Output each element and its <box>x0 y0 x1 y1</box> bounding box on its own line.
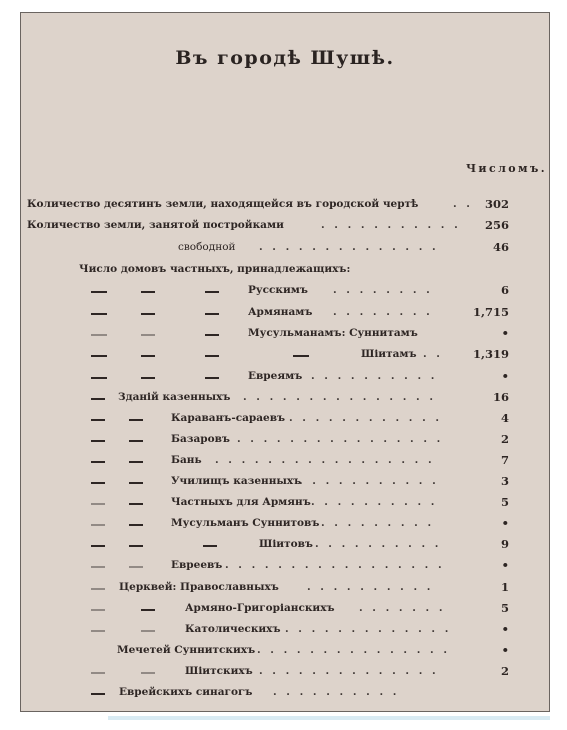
leader-dots: . . <box>453 198 473 210</box>
column-header: Числомъ. <box>465 162 547 175</box>
leader-dots: . . . . . . . . . . . <box>321 219 461 231</box>
ditto-dash <box>129 482 143 484</box>
table-row <box>21 409 549 429</box>
ditto-dash <box>91 482 105 484</box>
row-label: Количество земли, занятой постройками <box>27 219 284 231</box>
table-row <box>21 367 549 387</box>
leader-dots: . . . . . . . . . . <box>315 538 442 550</box>
row-label: Зданій казенныхъ <box>118 391 231 403</box>
row-value: 2 <box>500 664 509 678</box>
row-label: Мечетей Суннитскихъ <box>117 644 256 656</box>
table-row <box>21 195 549 215</box>
ditto-dash <box>91 461 105 463</box>
row-value: • <box>501 622 509 636</box>
ditto-dash <box>141 291 155 293</box>
ditto-dash <box>91 355 107 357</box>
row-label: Число домовъ частныхъ, принадлежащихъ: <box>79 263 351 275</box>
table-row <box>21 238 549 258</box>
row-value: 1 <box>500 580 509 594</box>
table-row <box>21 599 549 619</box>
ditto-dash <box>141 377 155 379</box>
table-row <box>21 578 549 598</box>
ditto-dash <box>141 355 155 357</box>
row-label: Мусульманамъ: Суннитамъ <box>248 327 418 339</box>
table-row <box>21 451 549 471</box>
row-value: 46 <box>492 240 509 254</box>
ditto-dash <box>91 377 107 379</box>
ditto-dash <box>91 630 105 632</box>
ditto-dash <box>91 440 105 442</box>
table-row <box>21 535 549 555</box>
table-row <box>21 388 549 408</box>
leader-dots: . . . . . . . . . . . . . . . <box>257 644 451 656</box>
row-label: свободной <box>178 241 236 253</box>
table-row <box>21 493 549 513</box>
row-value: 16 <box>492 390 509 404</box>
ditto-dash <box>129 461 143 463</box>
row-value: 302 <box>484 197 509 211</box>
leader-dots: . . . . . . . . . . . . . . <box>259 241 439 253</box>
ditto-dash <box>91 313 107 315</box>
document-page <box>20 12 550 712</box>
ditto-dash <box>141 313 155 315</box>
row-value: 3 <box>500 474 509 488</box>
table-row <box>21 260 549 280</box>
page-title: Въ городѣ Шушѣ. <box>175 47 395 69</box>
ditto-dash <box>91 693 105 695</box>
row-label: Караванъ-сараевъ <box>171 412 286 424</box>
ditto-dash <box>129 503 143 505</box>
row-value: 6 <box>500 283 509 297</box>
row-label: Бань <box>171 454 202 466</box>
row-label: Шіитамъ <box>361 348 417 360</box>
row-label: Евреевъ <box>171 559 223 571</box>
row-value: 256 <box>484 218 509 232</box>
table-row <box>21 620 549 640</box>
table-row <box>21 472 549 492</box>
table-row <box>21 303 549 323</box>
table-row <box>21 324 549 344</box>
row-value: 5 <box>500 601 509 615</box>
row-value: • <box>501 643 509 657</box>
ditto-dash <box>91 545 105 547</box>
row-value: 2 <box>500 432 509 446</box>
table-row <box>21 662 549 682</box>
ditto-dash <box>91 588 105 590</box>
ditto-dash <box>205 377 219 379</box>
ditto-dash <box>91 503 105 505</box>
ditto-dash <box>91 334 107 336</box>
table-row <box>21 216 549 236</box>
ditto-dash <box>205 313 219 315</box>
leader-dots: . . . . . . . . . . . . . . . . . <box>215 454 435 466</box>
leader-dots: . . . . . . . . . . <box>311 496 438 508</box>
row-value: • <box>501 558 509 572</box>
leader-dots: . . . . . . . . <box>333 284 433 296</box>
ditto-dash <box>91 398 105 400</box>
leader-dots: . . . . . . . . . . . . . . . . . <box>225 559 445 571</box>
table-row <box>21 345 549 365</box>
ditto-dash <box>129 545 143 547</box>
ditto-dash <box>205 334 219 336</box>
row-label: Училищъ казенныхъ <box>171 475 302 487</box>
row-label: Церквей: Православныхъ <box>119 581 279 593</box>
leader-dots: . . . . . . . . . . <box>311 370 438 382</box>
row-label: Католическихъ <box>185 623 281 635</box>
table-row <box>21 430 549 450</box>
leader-dots: . . . . . . . . . . . . <box>289 412 443 424</box>
row-label: Евреямъ <box>248 370 303 382</box>
row-label: Частныхъ для Армянъ <box>171 496 311 508</box>
ditto-dash <box>205 355 219 357</box>
ditto-dash <box>91 672 105 674</box>
table-row <box>21 556 549 576</box>
row-value: 4 <box>500 411 509 425</box>
leader-dots: . . . . . . . . . . . . . . . . <box>237 433 444 445</box>
bottom-strip <box>108 716 550 720</box>
row-label: Армяно-Григоріанскихъ <box>185 602 335 614</box>
ditto-dash <box>91 566 105 568</box>
row-value: 1,319 <box>472 347 509 361</box>
leader-dots: . . . . . . . . <box>333 306 433 318</box>
row-label: Армянамъ <box>248 306 313 318</box>
ditto-dash <box>141 630 155 632</box>
row-value: 9 <box>500 537 509 551</box>
leader-dots: . . . . . . . . . . . . . <box>285 623 452 635</box>
leader-dots: . . . . . . . . . . . <box>299 475 439 487</box>
table-row <box>21 514 549 534</box>
ditto-dash <box>205 291 219 293</box>
table-row <box>21 641 549 661</box>
row-label: Еврейскихъ синагогъ <box>119 686 253 698</box>
ditto-dash <box>91 419 105 421</box>
ditto-dash <box>129 524 143 526</box>
leader-dots: . . . . . . . . . . <box>307 581 434 593</box>
ditto-dash <box>129 566 143 568</box>
ditto-dash <box>91 291 107 293</box>
row-label: Мусульманъ Суннитовъ <box>171 517 320 529</box>
table-row <box>21 683 549 703</box>
ditto-dash <box>141 609 155 611</box>
ditto-dash <box>91 524 105 526</box>
row-value: 1,715 <box>472 305 509 319</box>
row-label: Шіитовъ <box>259 538 313 550</box>
ditto-dash <box>141 672 155 674</box>
ditto-dash <box>91 609 105 611</box>
leader-dots: . . . . . . . . . . . . . . . <box>243 391 437 403</box>
row-value: 7 <box>500 453 509 467</box>
row-value: • <box>501 369 509 383</box>
ditto-dash <box>129 440 143 442</box>
leader-dots: . . . . . . . . . . <box>273 686 400 698</box>
table-row <box>21 281 549 301</box>
leader-dots: . . . . . . . <box>359 602 446 614</box>
ditto-dash <box>293 355 309 357</box>
leader-dots: . . . . . . . . . <box>321 517 435 529</box>
leader-dots: . . . . . . . . . . . . . . <box>259 665 439 677</box>
row-value: • <box>501 326 509 340</box>
ditto-dash <box>141 334 155 336</box>
row-label: Шіитскихъ <box>185 665 253 677</box>
leader-dots: . . <box>423 348 443 360</box>
row-label: Базаровъ <box>171 433 230 445</box>
row-label: Количество десятинъ земли, находящейся въ городской чертѣ <box>27 198 419 210</box>
row-label: Русскимъ <box>248 284 308 296</box>
ditto-dash <box>129 419 143 421</box>
ditto-dash <box>203 545 217 547</box>
row-value: 5 <box>500 495 509 509</box>
row-value: • <box>501 516 509 530</box>
